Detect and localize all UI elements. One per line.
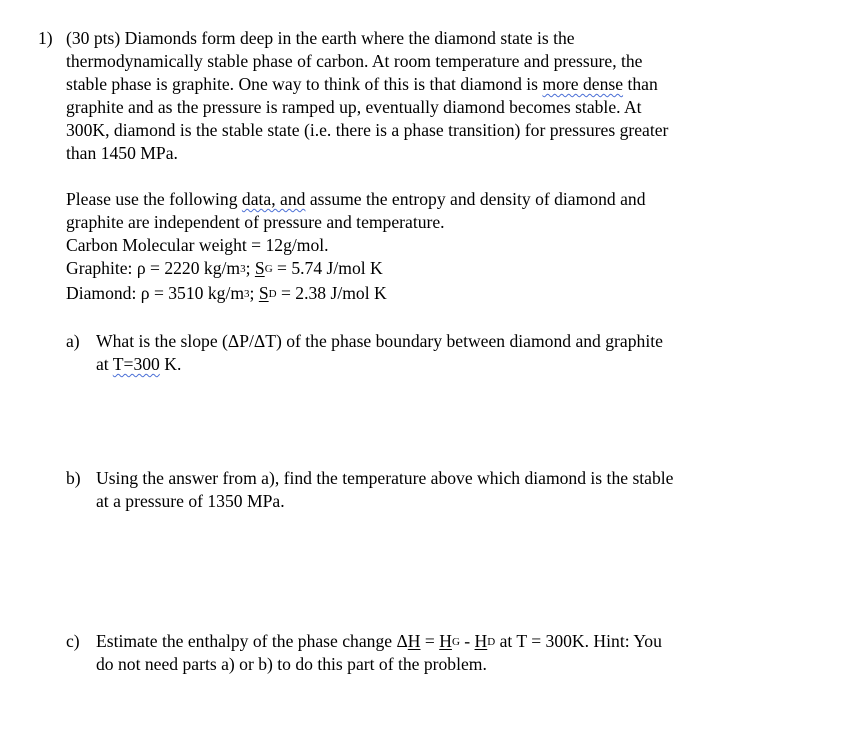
data-intro-line-2: graphite are independent of pressure and temperature. <box>66 212 445 232</box>
part-a-line-1: What is the slope (ΔP/ΔT) of the phase boundary between diamond and graphite <box>96 331 663 351</box>
molecular-weight: Carbon Molecular weight = 12g/mol. <box>66 235 329 255</box>
diamond-entropy-sup: D <box>268 288 277 300</box>
part-c-text-b: at T = 300K. Hint: You <box>495 631 662 651</box>
graphite-entropy-value: = 5.74 J/mol K <box>272 258 383 278</box>
part-b-marker: b) <box>66 468 81 488</box>
spellcheck-more-dense: more dense <box>542 74 624 94</box>
part-a-marker: a) <box>66 331 80 351</box>
diamond-entropy-symbol: S <box>258 283 269 303</box>
intro-line-4: graphite and as the pressure is ramped up, eventually diamond becomes stable. At <box>66 97 642 117</box>
graphite-entropy-symbol: S <box>254 258 265 278</box>
graphite-entropy-sup: G <box>264 263 273 275</box>
graphite-density: Graphite: ρ = 2220 kg/m <box>66 258 241 278</box>
data-intro-c: assume the entropy and density of diamond and <box>305 189 646 209</box>
part-b-line-1: Using the answer from a), find the temperature above which diamond is the stable <box>96 468 674 488</box>
part-c-hg-sup: G <box>451 636 460 648</box>
part-a-line-2 <box>96 353 181 376</box>
intro-line-6: than 1450 MPa. <box>66 143 178 163</box>
diamond-data <box>66 282 387 305</box>
part-b-line-2: at a pressure of 1350 MPa. <box>96 491 285 511</box>
part-c-hd-sup: D <box>487 636 496 648</box>
graphite-sep: ; <box>245 258 255 278</box>
spellcheck-data-and: data, and <box>241 189 306 209</box>
part-c-hg: H <box>439 631 452 651</box>
graphite-data <box>66 257 383 280</box>
diamond-exponent: 3 <box>244 288 250 300</box>
part-a-k: K. <box>159 354 182 374</box>
diamond-density: Diamond: ρ = 3510 kg/m <box>66 283 245 303</box>
graphite-exponent: 3 <box>240 263 246 275</box>
part-c-line-2: do not need parts a) or b) to do this part of the problem. <box>96 654 487 674</box>
intro-line-2: thermodynamically stable phase of carbon. At room temperature and pressure, the <box>66 51 643 71</box>
intro-line-3 <box>66 73 658 96</box>
part-c-minus: - <box>459 631 475 651</box>
part-c-marker: c) <box>66 631 80 651</box>
part-c-hd: H <box>474 631 488 651</box>
problem-number: 1) <box>38 28 53 48</box>
spellcheck-t300: T=300 <box>112 354 160 374</box>
data-intro-a: Please use the following <box>66 189 242 209</box>
part-a-at: at <box>96 354 113 374</box>
part-c-text-a: Estimate the enthalpy of the phase change Δ <box>96 631 408 651</box>
diamond-entropy-value: = 2.38 J/mol K <box>276 283 387 303</box>
intro-line-1: (30 pts) Diamonds form deep in the earth where the diamond state is the <box>66 28 575 48</box>
part-c-line-1 <box>96 630 662 653</box>
intro-line-3-end: than <box>623 74 658 94</box>
intro-line-3-text: stable phase is graphite. One way to think of this is that diamond is <box>66 74 543 94</box>
part-c-delta-h: H <box>407 631 421 651</box>
diamond-sep: ; <box>249 283 259 303</box>
data-intro-line-1 <box>66 188 646 211</box>
intro-line-5: 300K, diamond is the stable state (i.e. there is a phase transition) for pressures greater <box>66 120 669 140</box>
part-c-equals: = <box>420 631 440 651</box>
